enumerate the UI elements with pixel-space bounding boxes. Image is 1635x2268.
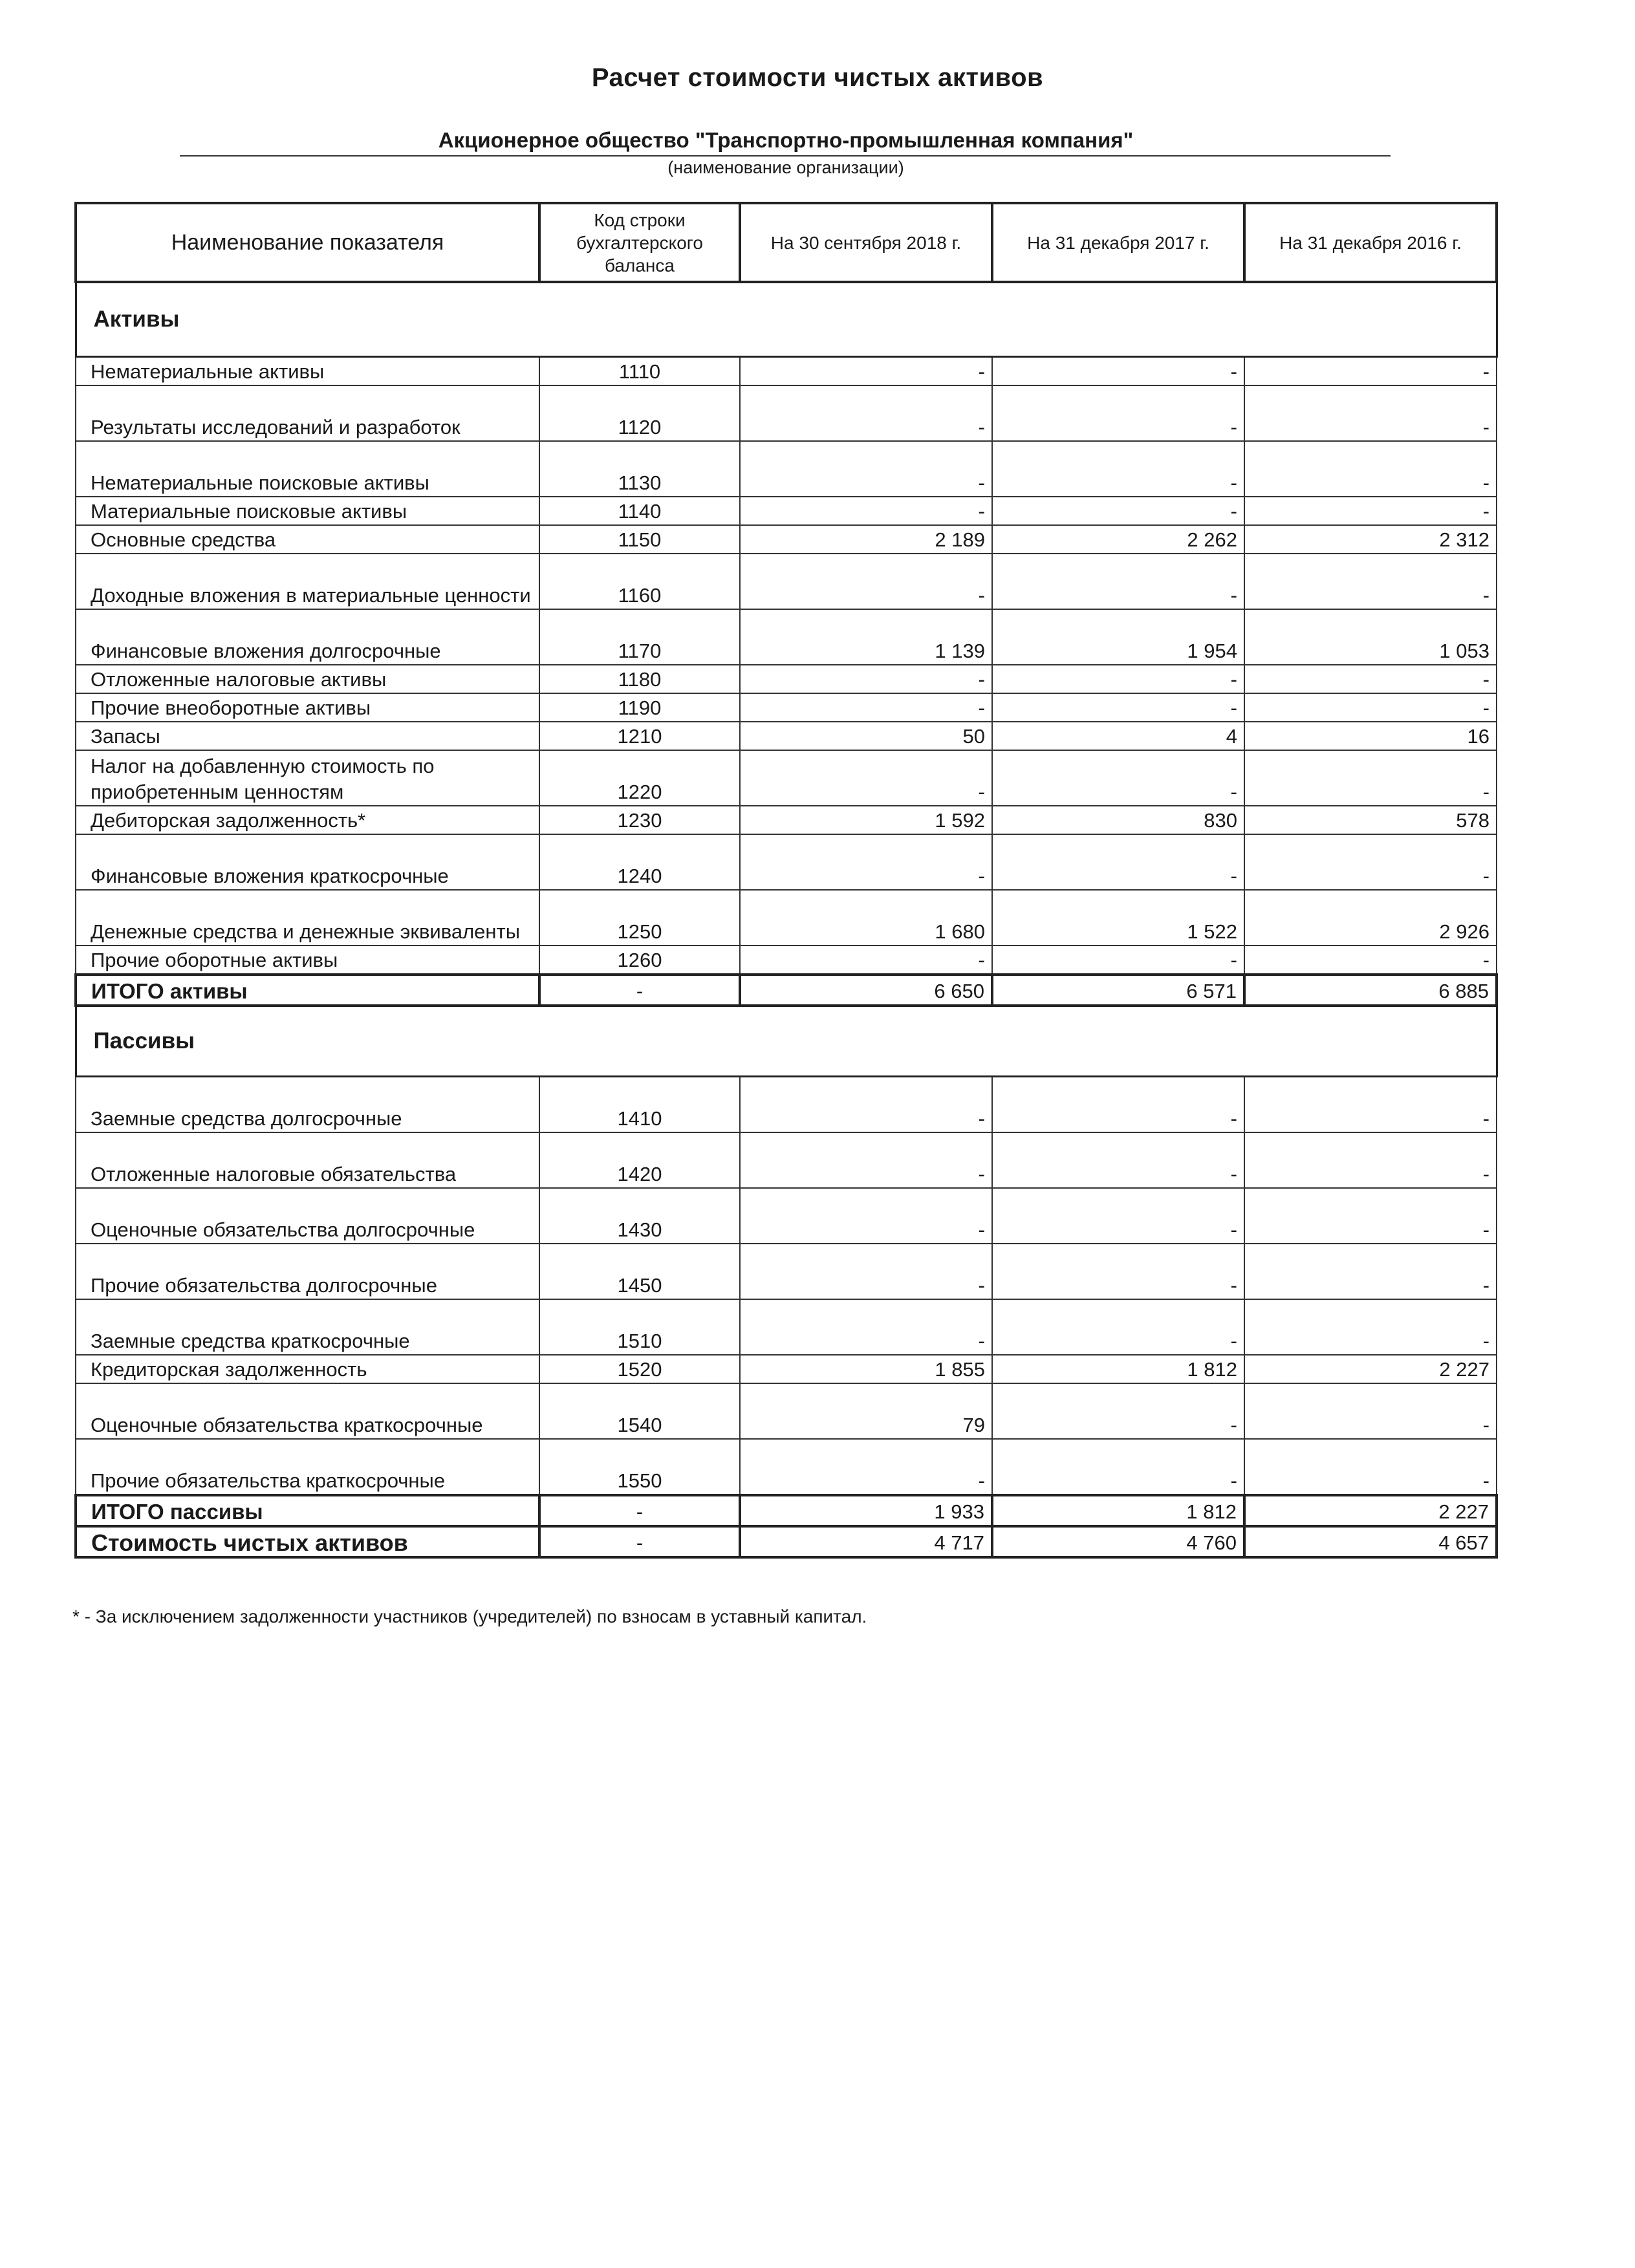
row-value-2: 830 xyxy=(992,806,1244,834)
row-value-3: - xyxy=(1244,357,1497,386)
row-value-3: - xyxy=(1244,665,1497,693)
row-value-2: 1 812 xyxy=(992,1355,1244,1383)
row-value-1: - xyxy=(740,1299,992,1355)
row-name: Денежные средства и денежные эквиваленты xyxy=(76,890,539,945)
row-value-2: - xyxy=(992,1188,1244,1244)
header-col2: На 31 декабря 2017 г. xyxy=(992,203,1244,282)
table-row xyxy=(76,497,1497,525)
assets-total-value-1: 6 650 xyxy=(740,975,992,1006)
row-name: Заемные средства долгосрочные xyxy=(76,1077,539,1133)
document-title: Расчет стоимости чистых активов xyxy=(591,63,1044,92)
row-value-2: - xyxy=(992,497,1244,525)
row-name: Результаты исследований и разработок xyxy=(76,385,539,441)
row-name: Финансовые вложения долгосрочные xyxy=(76,609,539,665)
row-value-1: - xyxy=(740,1188,992,1244)
table-row xyxy=(76,945,1497,975)
row-value-3: 2 312 xyxy=(1244,525,1497,554)
row-code: 1410 xyxy=(539,1077,740,1133)
table-row xyxy=(76,385,1497,441)
row-code: 1120 xyxy=(539,385,740,441)
row-value-2: - xyxy=(992,357,1244,386)
row-value-1: 1 592 xyxy=(740,806,992,834)
row-value-1: - xyxy=(740,945,992,975)
row-value-1: - xyxy=(740,693,992,722)
header-col3: На 31 декабря 2016 г. xyxy=(1244,203,1497,282)
header-col1: На 30 сентября 2018 г. xyxy=(740,203,992,282)
row-value-2: 1 522 xyxy=(992,890,1244,945)
row-code: 1520 xyxy=(539,1355,740,1383)
row-value-3: 2 227 xyxy=(1244,1355,1497,1383)
table-row xyxy=(76,1355,1497,1383)
table-row xyxy=(76,525,1497,554)
row-code: 1550 xyxy=(539,1439,740,1495)
assets-total-value-2: 6 571 xyxy=(992,975,1244,1006)
table-row xyxy=(76,806,1497,834)
row-code: 1110 xyxy=(539,357,740,386)
row-value-2: 4 xyxy=(992,722,1244,750)
row-name: Прочие обязательства долгосрочные xyxy=(76,1244,539,1299)
row-code: 1140 xyxy=(539,497,740,525)
row-value-2: - xyxy=(992,554,1244,609)
row-value-1: - xyxy=(740,834,992,890)
row-value-2: - xyxy=(992,1077,1244,1133)
row-code: 1220 xyxy=(539,750,740,806)
table-row xyxy=(76,722,1497,750)
row-value-3: - xyxy=(1244,1383,1497,1439)
row-value-2: - xyxy=(992,1244,1244,1299)
row-value-2: - xyxy=(992,1383,1244,1439)
row-value-3: - xyxy=(1244,834,1497,890)
row-value-1: - xyxy=(740,665,992,693)
row-code: 1250 xyxy=(539,890,740,945)
net-assets-table xyxy=(74,202,1498,1559)
row-value-1: - xyxy=(740,497,992,525)
row-value-2: - xyxy=(992,665,1244,693)
assets-total-label: ИТОГО активы xyxy=(76,975,539,1006)
row-value-1: 79 xyxy=(740,1383,992,1439)
liabilities-total-row xyxy=(76,1495,1497,1526)
row-name: Кредиторская задолженность xyxy=(76,1355,539,1383)
table-row xyxy=(76,1077,1497,1133)
table-header-row xyxy=(76,203,1497,282)
section-liabilities xyxy=(76,1006,1497,1077)
organization-caption: (наименование организации) xyxy=(667,158,904,177)
assets-total-code: - xyxy=(539,975,740,1006)
row-code: 1240 xyxy=(539,834,740,890)
row-value-1: 2 189 xyxy=(740,525,992,554)
row-value-1: 1 680 xyxy=(740,890,992,945)
row-code: 1540 xyxy=(539,1383,740,1439)
row-name: Доходные вложения в материальные ценности xyxy=(76,554,539,609)
table-row xyxy=(76,357,1497,386)
row-value-3: - xyxy=(1244,1439,1497,1495)
section-assets xyxy=(76,282,1497,357)
row-code: 1130 xyxy=(539,441,740,497)
header-name: Наименование показателя xyxy=(76,203,539,282)
row-code: 1210 xyxy=(539,722,740,750)
liabilities-total-code: - xyxy=(539,1495,740,1526)
row-value-1: - xyxy=(740,385,992,441)
row-value-3: - xyxy=(1244,1299,1497,1355)
row-value-2: - xyxy=(992,385,1244,441)
header-code: Код строки бухгалтерского баланса xyxy=(539,203,740,282)
row-value-3: - xyxy=(1244,945,1497,975)
table-row xyxy=(76,1383,1497,1439)
assets-total-value-3: 6 885 xyxy=(1244,975,1497,1006)
row-code: 1150 xyxy=(539,525,740,554)
row-name: Отложенные налоговые обязательства xyxy=(76,1132,539,1188)
row-value-1: - xyxy=(740,357,992,386)
net-assets-value-2: 4 760 xyxy=(992,1526,1244,1557)
net-assets-row xyxy=(76,1526,1497,1557)
row-value-1: - xyxy=(740,554,992,609)
row-value-3: - xyxy=(1244,385,1497,441)
row-value-2: - xyxy=(992,693,1244,722)
table-row xyxy=(76,554,1497,609)
liabilities-total-value-1: 1 933 xyxy=(740,1495,992,1526)
row-code: 1420 xyxy=(539,1132,740,1188)
row-value-2: - xyxy=(992,750,1244,806)
row-name: Оценочные обязательства краткосрочные xyxy=(76,1383,539,1439)
row-name: Нематериальные активы xyxy=(76,357,539,386)
row-value-3: - xyxy=(1244,1077,1497,1133)
table-row xyxy=(76,834,1497,890)
row-value-1: - xyxy=(740,441,992,497)
row-name: Нематериальные поисковые активы xyxy=(76,441,539,497)
row-code: 1510 xyxy=(539,1299,740,1355)
row-name: Налог на добавленную стоимость по приобретенным ценностям xyxy=(76,750,539,806)
row-value-1: - xyxy=(740,1077,992,1133)
row-value-1: - xyxy=(740,1132,992,1188)
row-code: 1450 xyxy=(539,1244,740,1299)
row-name: Дебиторская задолженность* xyxy=(76,806,539,834)
row-name: Оценочные обязательства долгосрочные xyxy=(76,1188,539,1244)
table-row xyxy=(76,665,1497,693)
table-row xyxy=(76,1188,1497,1244)
liabilities-total-value-3: 2 227 xyxy=(1244,1495,1497,1526)
row-code: 1160 xyxy=(539,554,740,609)
footnote: * - За исключением задолженности участников (учредителей) по взносам в уставный капитал. xyxy=(72,1606,867,1626)
row-value-2: - xyxy=(992,834,1244,890)
row-name: Прочие внеоборотные активы xyxy=(76,693,539,722)
row-value-3: - xyxy=(1244,750,1497,806)
row-value-2: 2 262 xyxy=(992,525,1244,554)
table-row xyxy=(76,890,1497,945)
row-value-2: - xyxy=(992,1132,1244,1188)
section-assets-label: Активы xyxy=(76,282,1497,357)
row-code: 1230 xyxy=(539,806,740,834)
row-code: 1180 xyxy=(539,665,740,693)
table-row xyxy=(76,1439,1497,1495)
net-assets-label: Стоимость чистых активов xyxy=(76,1526,539,1557)
row-name: Финансовые вложения краткосрочные xyxy=(76,834,539,890)
row-value-3: 1 053 xyxy=(1244,609,1497,665)
row-value-3: - xyxy=(1244,1132,1497,1188)
organization-name: Акционерное общество "Транспортно-промышленная компания" xyxy=(438,128,1134,152)
organization-underline xyxy=(180,155,1391,157)
net-assets-value-3: 4 657 xyxy=(1244,1526,1497,1557)
row-value-3: 2 926 xyxy=(1244,890,1497,945)
table-row xyxy=(76,1132,1497,1188)
table-row xyxy=(76,441,1497,497)
row-name: Заемные средства краткосрочные xyxy=(76,1299,539,1355)
liabilities-total-label: ИТОГО пассивы xyxy=(76,1495,539,1526)
liabilities-total-value-2: 1 812 xyxy=(992,1495,1244,1526)
assets-total-row xyxy=(76,975,1497,1006)
row-name: Прочие обязательства краткосрочные xyxy=(76,1439,539,1495)
net-assets-code: - xyxy=(539,1526,740,1557)
row-value-1: 1 855 xyxy=(740,1355,992,1383)
row-code: 1190 xyxy=(539,693,740,722)
row-name: Основные средства xyxy=(76,525,539,554)
row-name: Материальные поисковые активы xyxy=(76,497,539,525)
row-value-3: - xyxy=(1244,1188,1497,1244)
row-value-2: - xyxy=(992,1439,1244,1495)
row-value-1: - xyxy=(740,1244,992,1299)
row-name: Прочие оборотные активы xyxy=(76,945,539,975)
row-code: 1430 xyxy=(539,1188,740,1244)
row-value-3: - xyxy=(1244,441,1497,497)
row-value-2: - xyxy=(992,1299,1244,1355)
table-row xyxy=(76,1299,1497,1355)
section-liabilities-label: Пассивы xyxy=(76,1006,1497,1077)
row-name: Отложенные налоговые активы xyxy=(76,665,539,693)
row-value-3: - xyxy=(1244,497,1497,525)
row-value-1: - xyxy=(740,1439,992,1495)
row-value-1: 1 139 xyxy=(740,609,992,665)
row-value-2: - xyxy=(992,441,1244,497)
row-value-3: - xyxy=(1244,693,1497,722)
table-row xyxy=(76,609,1497,665)
row-code: 1170 xyxy=(539,609,740,665)
row-code: 1260 xyxy=(539,945,740,975)
row-name: Запасы xyxy=(76,722,539,750)
row-value-3: - xyxy=(1244,554,1497,609)
row-value-2: 1 954 xyxy=(992,609,1244,665)
row-value-3: 16 xyxy=(1244,722,1497,750)
table-row xyxy=(76,693,1497,722)
row-value-3: - xyxy=(1244,1244,1497,1299)
row-value-3: 578 xyxy=(1244,806,1497,834)
row-value-2: - xyxy=(992,945,1244,975)
row-value-1: 50 xyxy=(740,722,992,750)
table-row xyxy=(76,1244,1497,1299)
row-value-1: - xyxy=(740,750,992,806)
net-assets-value-1: 4 717 xyxy=(740,1526,992,1557)
table-row xyxy=(76,750,1497,806)
